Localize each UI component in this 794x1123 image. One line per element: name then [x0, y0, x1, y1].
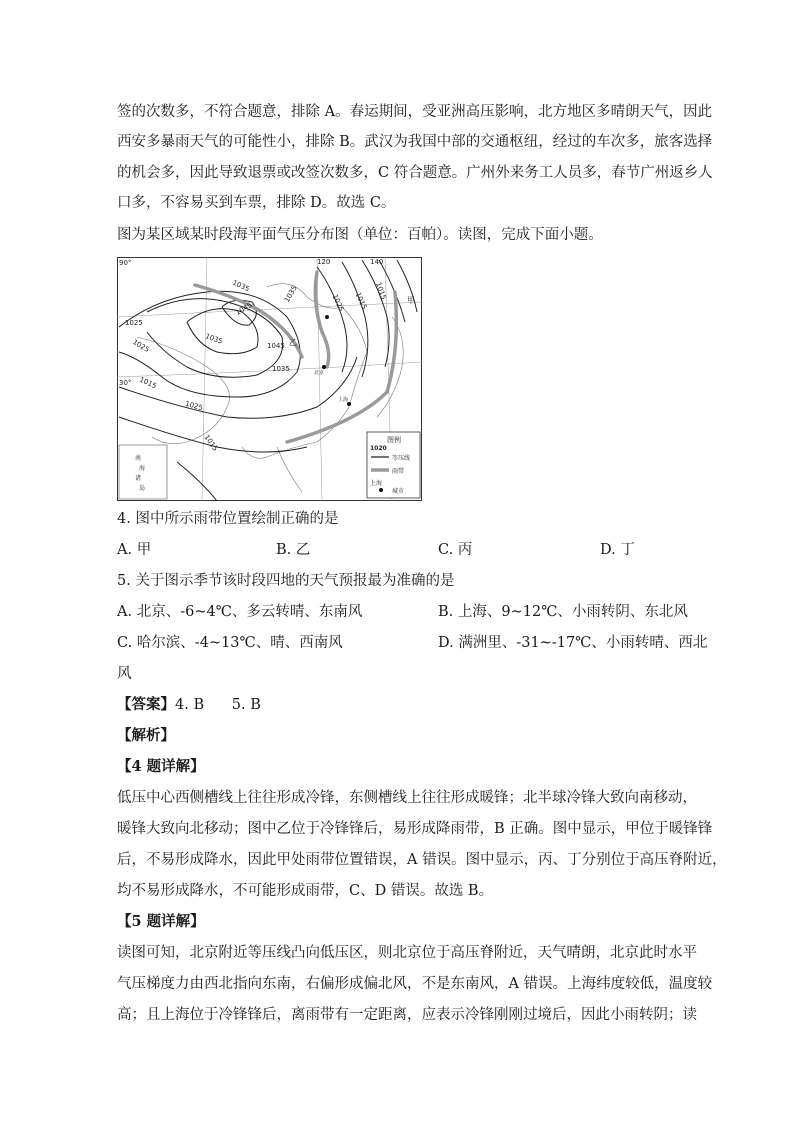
- isobar-label: 1025: [184, 399, 204, 413]
- meridian-label: 120: [317, 258, 331, 266]
- legend-rain-text: 雨带: [392, 468, 405, 475]
- parallel-label: 30°: [119, 379, 132, 387]
- legend-title: 图例: [387, 436, 401, 444]
- answer-line: [117, 697, 261, 713]
- q5-option-a: A. 北京、-6~4℃、多云转晴、东南风: [117, 604, 363, 620]
- text-line: 签的次数多，不符合题意，排除 A。春运期间，受亚洲高压影响，北方地区多晴朗天气，因此: [117, 104, 713, 120]
- inset-label: 岛: [139, 485, 146, 492]
- isobar-label: 1025: [125, 319, 143, 327]
- isobar-label: 1015: [353, 291, 369, 311]
- question-5-stem: 5. 关于图示季节该时段四地的天气预报最为准确的是: [117, 573, 455, 589]
- isobar-label: 1035: [204, 332, 224, 346]
- inset-label: 南: [135, 455, 142, 462]
- isobar-label: 1045: [234, 301, 254, 317]
- text-line: 西安多暴雨天气的可能性小，排除 B。武汉为我国中部的交通枢纽，经过的车次多，旅客选择: [117, 134, 713, 150]
- text-line: 口多，不容易买到车票，排除 D。故选 C。: [117, 195, 396, 211]
- answer-label: 【答案】: [117, 696, 175, 713]
- isobar-label: 1015: [374, 281, 388, 301]
- text-line: 读图可知，北京附近等压线凸向低压区，则北京位于高压脊附近，天气晴朗，北京此时水平: [117, 945, 697, 961]
- figure-intro: 图为某区域某时段海平面气压分布图（单位：百帕）。读图，完成下面小题。: [117, 227, 603, 243]
- legend-isobar-text: 等压线: [392, 455, 411, 462]
- q4-option-a: A. 甲: [117, 542, 152, 558]
- isobar-label: 1025: [330, 293, 346, 313]
- text-line: 气压梯度力由西北指向东南，右偏形成偏北风，不是东南风，A 错误。上海纬度较低，温度较: [117, 976, 713, 992]
- place-label-yi: 乙: [289, 338, 297, 347]
- analysis-label: 【解析】: [117, 727, 175, 744]
- legend-city-sample: 上海: [370, 480, 383, 487]
- text-line: 高；且上海位于冷锋锋后，离雨带有一定距离，应表示冷锋刚刚过境后，因此小雨转阴；读: [117, 1007, 697, 1023]
- isobar-label: 1015: [138, 375, 158, 391]
- meridian-label: 90°: [119, 259, 132, 267]
- text-line: 低压中心西侧槽线上往往形成冷锋，东侧槽线上往往形成暖锋；北半球冷锋大致向南移动，: [117, 790, 697, 806]
- q5-option-c: C. 哈尔滨、-4~13℃、晴、西南风: [117, 635, 343, 651]
- isobar-label: 1035: [282, 284, 299, 304]
- q5-option-d: D. 满洲里、-31~-17℃、小雨转晴、西北: [438, 635, 708, 651]
- text-line: 后，不易形成降水，因此甲处雨带位置错误，A 错误。图中显示，丙、丁分别位于高压脊附近，: [117, 852, 727, 868]
- q5-option-d-wrap: 风: [117, 666, 132, 682]
- q5-option-b: B. 上海、9~12℃、小雨转阴、东北风: [438, 604, 688, 620]
- text-line: 暖锋大致向北移动；图中乙位于冷锋锋后，易形成降雨带，B 正确。图中显示，甲位于暖锋锋: [117, 821, 713, 837]
- legend-city-text: 城市: [392, 488, 405, 495]
- text-line: 的机会多，因此导致退票或改签次数多，C 符合题意。广州外来务工人员多，春节广州返乡人: [117, 165, 713, 181]
- detail-4-label: 【4 题详解】: [117, 758, 205, 775]
- detail-5-label: 【5 题详解】: [117, 913, 205, 930]
- city-label-shanghai: 上海: [338, 397, 349, 403]
- city-label-beijing: 北京: [314, 370, 325, 376]
- isobar-label: 1035: [272, 365, 290, 373]
- pressure-map: [117, 257, 422, 501]
- isobar-label: 1045: [267, 342, 285, 350]
- question-4-stem: 4. 图中所示雨带位置绘制正确的是: [117, 511, 339, 527]
- answer-text: 4. B 5. B: [175, 697, 261, 713]
- isobar-label: 1025: [131, 338, 151, 354]
- q4-option-c: C. 丙: [438, 542, 473, 558]
- meridian-label: 140: [370, 258, 384, 266]
- inset-label: 海: [139, 465, 146, 472]
- q4-option-d: D. 丁: [600, 542, 635, 558]
- isobar-label: 1035: [231, 278, 251, 294]
- place-label-jia: 甲: [407, 296, 415, 305]
- legend-isobar-value: 1020: [370, 445, 387, 452]
- inset-label: 诸: [135, 475, 142, 482]
- isobar-label: 1015: [202, 433, 220, 453]
- text-line: 均不易形成降水，不可能形成雨带，C、D 错误。故选 B。: [117, 883, 494, 899]
- q4-option-b: B. 乙: [276, 542, 311, 558]
